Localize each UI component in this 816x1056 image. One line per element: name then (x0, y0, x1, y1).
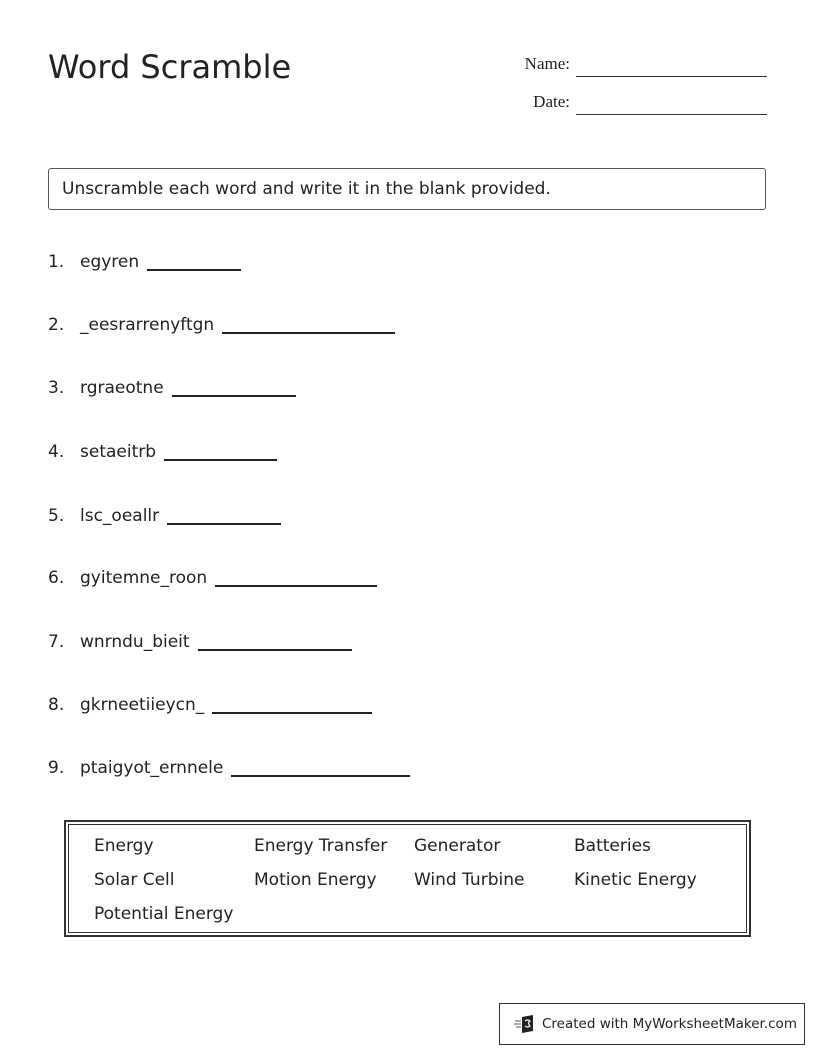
answer-blank[interactable] (172, 394, 296, 397)
footer-text: Created with MyWorksheetMaker.com (542, 1016, 797, 1032)
date-line[interactable] (576, 114, 767, 115)
scrambled-word: wnrndu_bieit (80, 632, 190, 652)
question-number: 6. (48, 568, 65, 588)
date-label: Date: (533, 92, 570, 111)
word-bank (64, 820, 751, 937)
question-number: 3. (48, 378, 65, 398)
question-number: 7. (48, 632, 65, 652)
instructions-box (48, 168, 766, 210)
answer-blank[interactable] (167, 522, 281, 525)
answer-blank[interactable] (212, 711, 372, 714)
question-6 (48, 568, 377, 588)
question-8 (48, 695, 372, 715)
question-number: 5. (48, 506, 65, 526)
question-9 (48, 758, 410, 778)
scrambled-word: ptaigyot_ernnele (80, 758, 224, 778)
date-field (500, 92, 570, 114)
footer-badge[interactable] (499, 1003, 805, 1045)
question-number: 9. (48, 758, 65, 778)
word-bank-item: Batteries (574, 836, 651, 856)
scrambled-word: _eesrarrenyftgn (80, 315, 215, 335)
scrambled-word: gyitemne_roon (80, 568, 208, 588)
question-number: 2. (48, 315, 65, 335)
name-field (500, 54, 570, 76)
scrambled-word: lsc_oeallr (80, 506, 160, 526)
scrambled-word: rgraeotne (80, 378, 164, 398)
question-7 (48, 632, 352, 652)
page-title: Word Scramble (48, 48, 292, 86)
instructions-text: Unscramble each word and write it in the blank provided. (62, 179, 551, 199)
scrambled-word: setaeitrb (80, 442, 157, 462)
word-bank-item: Potential Energy (94, 904, 234, 924)
question-2 (48, 315, 395, 335)
question-1 (48, 252, 241, 272)
question-number: 1. (48, 252, 65, 272)
answer-blank[interactable] (231, 774, 410, 777)
scrambled-word: gkrneetiieycn_ (80, 695, 205, 715)
word-bank-item: Generator (414, 836, 501, 856)
word-bank-item: Energy Transfer (254, 836, 388, 856)
word-bank-item: Solar Cell (94, 870, 175, 890)
word-bank-item: Kinetic Energy (574, 870, 697, 890)
scrambled-word: egyren (80, 252, 140, 272)
worksheet-maker-logo-icon (514, 1014, 536, 1034)
answer-blank[interactable] (222, 331, 395, 334)
question-4 (48, 442, 277, 462)
answer-blank[interactable] (147, 268, 241, 271)
answer-blank[interactable] (215, 584, 377, 587)
answer-blank[interactable] (164, 458, 277, 461)
name-label: Name: (524, 54, 570, 73)
word-bank-item: Energy (94, 836, 154, 856)
answer-blank[interactable] (198, 648, 352, 651)
question-5 (48, 506, 281, 526)
question-number: 4. (48, 442, 65, 462)
word-bank-inner (68, 824, 747, 933)
question-3 (48, 378, 296, 398)
word-bank-item: Wind Turbine (414, 870, 525, 890)
question-number: 8. (48, 695, 65, 715)
name-line[interactable] (576, 76, 767, 77)
word-bank-item: Motion Energy (254, 870, 377, 890)
